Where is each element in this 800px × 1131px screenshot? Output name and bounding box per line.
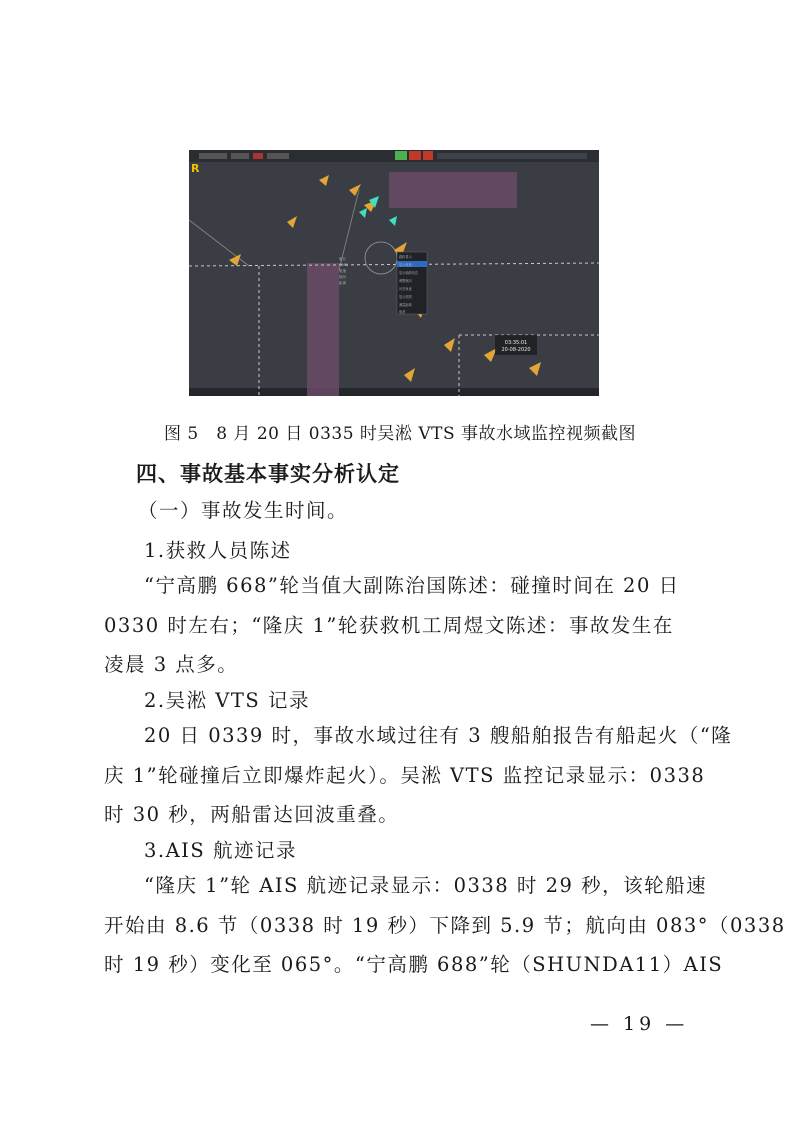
svg-text:显示航迹: 显示航迹 [399, 263, 412, 267]
paragraph-line: “宁高鹏 668”轮当值大副陈治国陈述：碰撞时间在 20 日 [144, 574, 680, 597]
paragraph-line: 时 30 秒，两船雷达回波重叠。 [104, 803, 400, 826]
paragraph-line: 庆 1”轮碰撞后立即爆炸起火）。吴淞 VTS 监控记录显示：0338 [104, 763, 706, 787]
paragraph-line: 开始由 8.6 节（0338 时 19 秒）下降到 5.9 节；航向由 083°（0338 [104, 913, 786, 937]
sub-heading-2: 2.吴淞 VTS 记录 [144, 689, 310, 712]
paragraph-line: 20 日 0339 时，事故水域过往有 3 艘船舶报告有船起火（“隆 [144, 724, 733, 747]
svg-text:显示范围: 显示范围 [399, 295, 412, 299]
svg-text:航向: 航向 [339, 275, 346, 279]
page-number: — 19 — [590, 1013, 689, 1035]
subsection-title: （一）事故发生时间。 [138, 499, 349, 522]
svg-text:显示船舶信息: 显示船舶信息 [399, 271, 419, 275]
paragraph-line: 凌晨 3 点多。 [104, 653, 239, 676]
paragraph-2 [104, 716, 733, 835]
paragraph-line: “隆庆 1”轮 AIS 航迹记录显示：0338 时 29 秒，该轮船速 [144, 874, 708, 897]
vts-screenshot-figure [189, 150, 599, 396]
overlay-letter: R [191, 162, 200, 175]
timestamp-date: 20-08-2020 [501, 347, 531, 353]
timestamp-time: 03:35:01 [504, 340, 528, 346]
paragraph-3 [104, 866, 786, 985]
figure-caption: 图 5 8 月 20 日 0335 时吴淞 VTS 事故水域监控视频截图 [163, 424, 637, 444]
sub-heading-1: 1.获救人员陈述 [144, 539, 292, 562]
svg-text:MMSI: MMSI [339, 263, 349, 267]
radar-display [189, 150, 599, 396]
svg-text:历史轨迹: 历史轨迹 [399, 287, 412, 291]
paragraph-line: 0330 时左右；“隆庆 1”轮获救机工周煜文陈述：事故发生在 [104, 613, 674, 637]
svg-text:测量距离: 测量距离 [399, 303, 412, 307]
svg-text:航速: 航速 [339, 269, 346, 273]
paragraph-line: 时 19 秒）变化至 065°。“宁高鹏 688”轮（SHUNDA11）AIS [104, 953, 724, 976]
svg-text:取消: 取消 [399, 310, 406, 314]
svg-text:船名: 船名 [339, 257, 346, 261]
svg-text:距离: 距离 [339, 281, 346, 285]
svg-text:跟踪显示: 跟踪显示 [399, 255, 412, 259]
paragraph-1 [104, 566, 694, 685]
section-heading: 四、事故基本事实分析认定 [136, 462, 400, 486]
svg-text:调整航向: 调整航向 [399, 279, 412, 283]
sub-heading-3: 3.AIS 航迹记录 [144, 839, 297, 862]
